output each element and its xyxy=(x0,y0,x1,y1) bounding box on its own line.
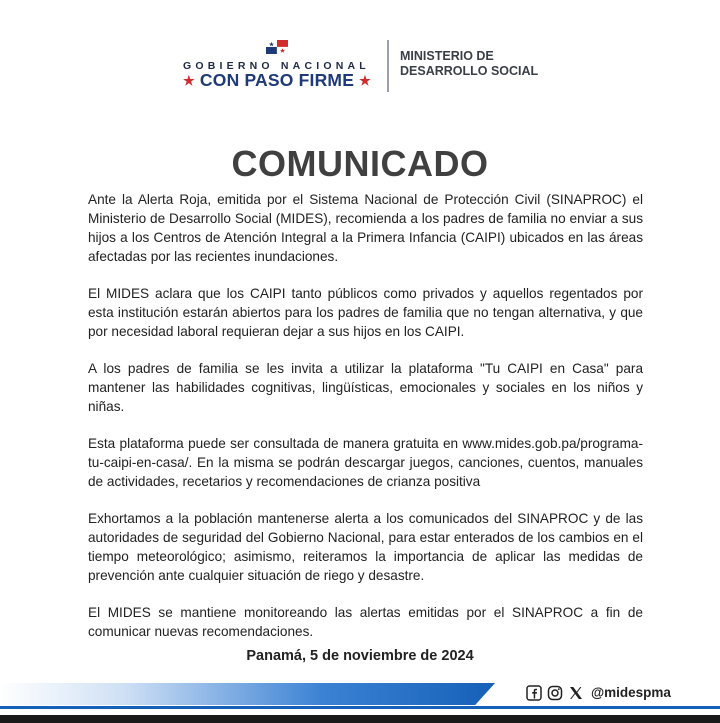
panama-flag-icon xyxy=(266,40,288,59)
paragraph: El MIDES aclara que los CAIPI tanto públicos como privados y aquellos regentados por esta institución estarán abiertos para los padres de familia que no tengan alternativa, y que por necesidad laboral requieran dejar a sus hijos en los CAIPI. xyxy=(88,286,643,339)
facebook-icon[interactable] xyxy=(525,684,542,701)
government-tagline-top: GOBIERNO NACIONAL xyxy=(183,60,370,72)
star-icon: ★ xyxy=(359,73,371,88)
footer-line xyxy=(0,706,720,709)
government-slogan: CON PASO FIRME xyxy=(199,70,355,90)
document-title: COMUNICADO xyxy=(231,143,489,184)
ministry-line-1: MINISTERIO DE xyxy=(400,49,494,63)
star-icon: ★ xyxy=(183,73,195,88)
x-icon[interactable] xyxy=(567,684,584,701)
ministry-name xyxy=(400,49,538,79)
paragraph: Esta plataforma puede ser consultada de manera gratuita en www.mides.gob.pa/programa-tu-caipi-en-casa/. En la misma se podrán descargar juegos, canciones, cuentos, manuales de actividades, recetarios y recomendaciones de crianza positiva xyxy=(88,436,643,489)
government-tagline-bottom xyxy=(183,70,371,91)
paragraph: A los padres de familia se les invita a utilizar la plataforma "Tu CAIPI en Casa" para mantener las habilidades cognitivas, lingüísticas, emocionales y sociales en los niños y niñas. xyxy=(88,361,643,414)
paragraph: El MIDES se mantiene monitoreando las alertas emitidas por el SINAPROC a fin de comunicar nuevas recomendaciones. xyxy=(88,605,643,639)
footer-gradient-bar xyxy=(0,683,495,705)
ministry-line-2: DESARROLLO SOCIAL xyxy=(400,64,539,78)
document-date: Panamá, 5 de noviembre de 2024 xyxy=(246,648,474,664)
paragraph: Exhortamos a la población mantenerse alerta a los comunicados del SINAPROC y de las autoridades de seguridad del Gobierno Nacional, para estar enterados de los cambios en el tiempo meteorológico; asimismo, reiteramos la importancia de aplicar las medidas de prevención ante cualquier situación de riego y desastre. xyxy=(88,511,643,583)
instagram-icon[interactable] xyxy=(546,684,563,701)
paragraph: Ante la Alerta Roja, emitida por el Sistema Nacional de Protección Civil (SINAPROC) el Ministerio de Desarrollo Social (MIDES), recomienda a los padres de familia no enviar a sus hijos a los Centros de Atención Integral a la Primera Infancia (CAIPI) ubicados en las áreas afectadas por las recientes inundaciones. xyxy=(88,192,643,264)
header-divider xyxy=(387,40,389,92)
social-handle[interactable]: @midespma xyxy=(591,685,671,700)
social-links xyxy=(525,684,671,701)
document-body xyxy=(88,190,643,659)
